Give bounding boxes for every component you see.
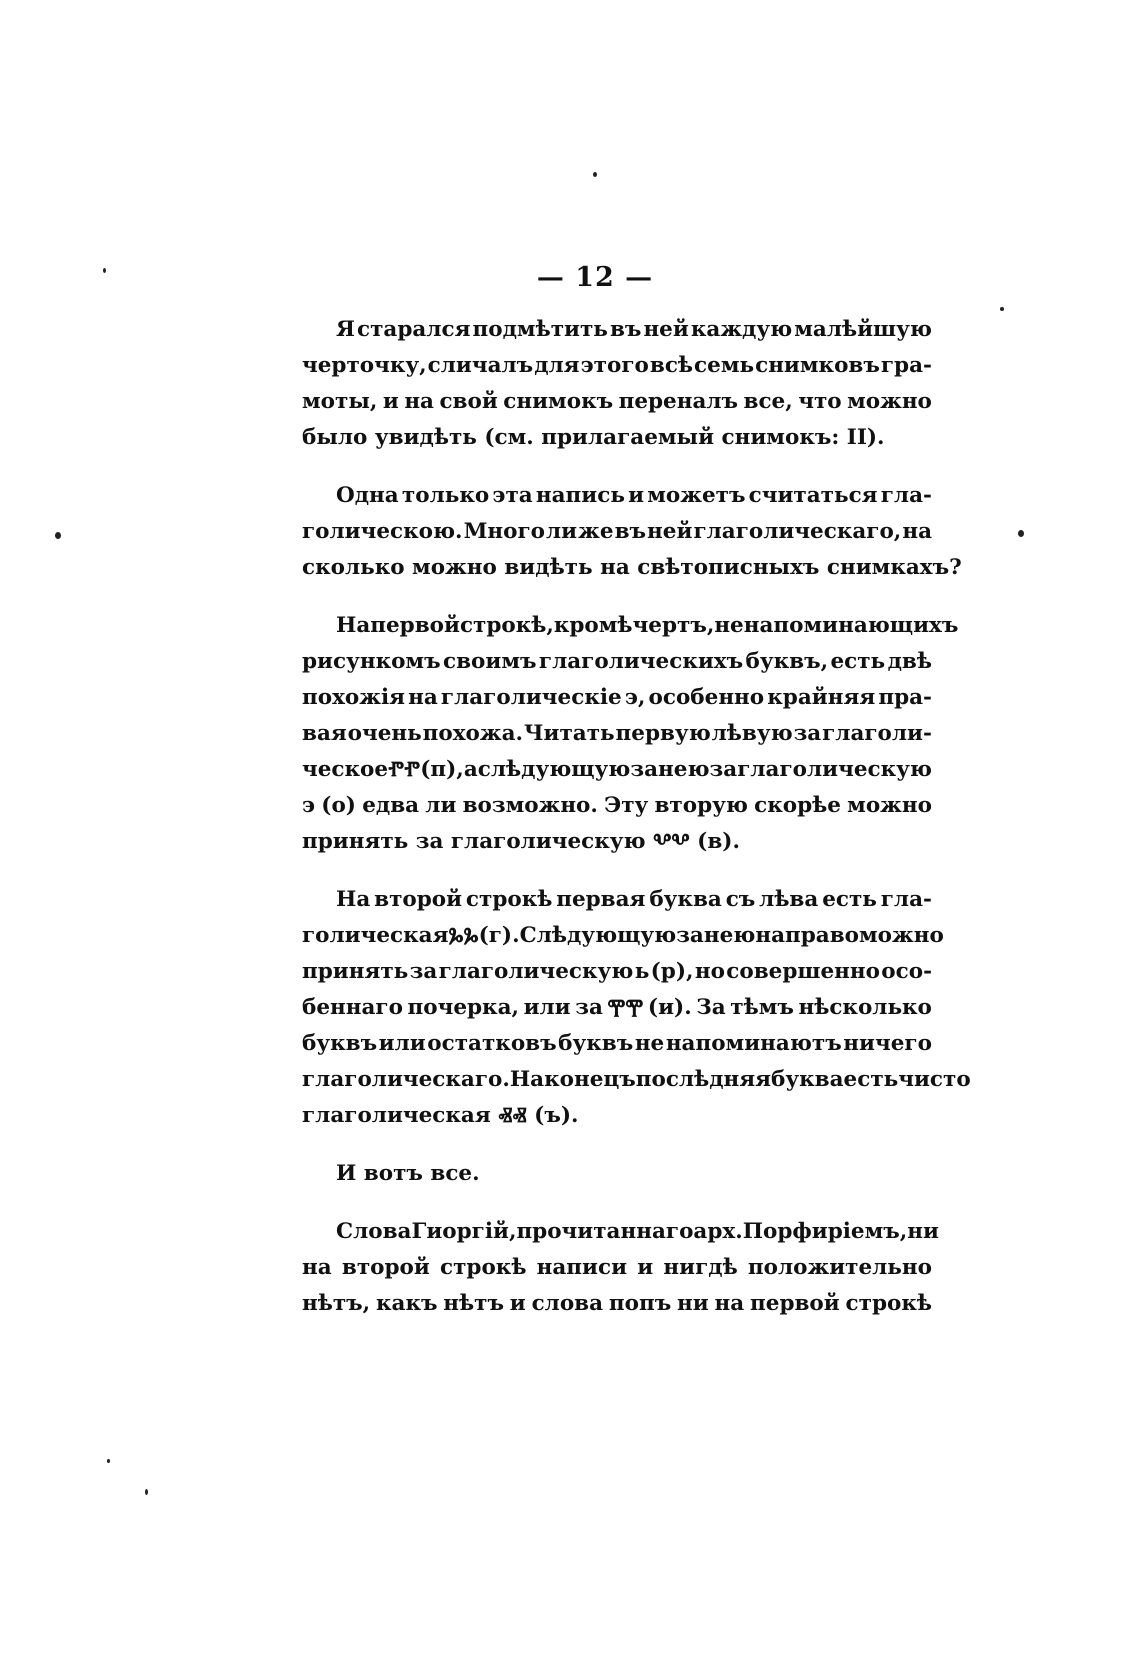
word: для — [534, 353, 580, 378]
word: ни — [677, 1291, 709, 1316]
scan-speck — [145, 1489, 148, 1495]
word: чисто — [898, 1067, 971, 1092]
word: гла- — [880, 887, 932, 912]
word: этого — [580, 353, 649, 378]
word: Эту — [604, 793, 649, 818]
word: Читать — [523, 721, 615, 746]
word: крайняя — [767, 685, 876, 710]
text-line: И вотъ все. — [336, 1161, 480, 1186]
text-line: глаголическая ⰟⰟ (ъ). — [302, 1103, 579, 1128]
scan-speck — [55, 532, 61, 539]
word: что — [798, 389, 842, 414]
word: глаголи- — [822, 721, 932, 746]
word: буквъ, — [745, 649, 829, 674]
word: за — [709, 757, 738, 782]
word: но — [694, 959, 725, 984]
word: э — [302, 793, 316, 818]
word: На — [336, 613, 371, 638]
word: нѣтъ — [443, 1291, 504, 1316]
word: возможно. — [462, 793, 598, 818]
text-line — [302, 1062, 971, 1098]
word: и — [509, 1291, 526, 1316]
word: ли — [546, 519, 578, 544]
text-line — [302, 644, 932, 680]
word: Одна — [336, 483, 399, 508]
word: малѣйшую — [794, 317, 932, 342]
word: глаголическую — [438, 959, 634, 984]
word: какъ — [375, 1291, 438, 1316]
word: строкѣ — [465, 887, 553, 912]
scan-speck — [1018, 530, 1024, 537]
word: вая — [302, 721, 347, 746]
word: въ — [614, 519, 646, 544]
paragraph-4 — [302, 882, 971, 1134]
word: похожія — [302, 685, 405, 710]
word: голическая — [302, 923, 449, 948]
word: тѣмъ — [730, 995, 794, 1020]
word: э, — [624, 685, 646, 710]
word: или — [523, 995, 571, 1020]
text-line — [302, 478, 932, 514]
word: нѣтъ, — [302, 1291, 371, 1316]
word: за — [575, 995, 603, 1020]
word: моты, — [302, 389, 378, 414]
word: считаться — [748, 483, 878, 508]
word: строкѣ — [845, 1291, 932, 1316]
text-line — [302, 918, 944, 954]
word: и — [628, 483, 645, 508]
text-line — [302, 312, 932, 348]
word: Я — [336, 317, 355, 342]
scan-speck — [593, 172, 597, 177]
word: подмѣтить — [472, 317, 608, 342]
word: ненапоминающихъ — [714, 613, 959, 638]
word: всѣ — [649, 353, 694, 378]
word: (р), — [650, 959, 694, 984]
word: каждую — [690, 317, 793, 342]
text-line — [302, 716, 932, 752]
word: нѣсколько — [798, 995, 932, 1020]
text-line — [302, 788, 932, 824]
word: буква — [771, 1067, 844, 1092]
word: второй — [374, 887, 463, 912]
word: сличалъ — [427, 353, 534, 378]
word: На — [336, 887, 371, 912]
word: на — [714, 1291, 745, 1316]
text-line — [302, 990, 932, 1026]
word: первой — [750, 1291, 840, 1316]
word: буква — [649, 887, 722, 912]
text-line — [302, 348, 932, 384]
word: Слѣдующую — [519, 923, 677, 948]
word: строкѣ, — [459, 613, 554, 638]
word: (о) — [321, 793, 356, 818]
word: же — [578, 519, 614, 544]
word: (г). — [478, 923, 520, 948]
word: можно — [847, 793, 932, 818]
word: буквъ — [558, 1031, 634, 1056]
word: прочитаннаго — [516, 1219, 694, 1244]
word: напоминаютъ — [665, 1031, 842, 1056]
word: рисункомъ — [302, 649, 441, 674]
scan-speck — [103, 268, 106, 273]
word: Много — [463, 519, 545, 544]
word: попъ — [608, 1291, 672, 1316]
word: можетъ — [647, 483, 746, 508]
word: За — [696, 995, 726, 1020]
word: глаголическаго. — [302, 1067, 510, 1092]
word: едва — [362, 793, 420, 818]
word: можно — [847, 389, 932, 414]
word: на — [755, 923, 785, 948]
word: похожа. — [422, 721, 524, 746]
body-text — [302, 312, 971, 1344]
word: гла- — [880, 483, 932, 508]
text-line — [302, 680, 932, 716]
scan-speck — [107, 1459, 110, 1463]
word: черточку, — [302, 353, 427, 378]
text-line — [302, 752, 932, 788]
word: двѣ — [887, 649, 932, 674]
word: Гиоргій, — [411, 1219, 517, 1244]
text-line — [302, 954, 932, 990]
word: лѣва — [759, 887, 819, 912]
word: глаголическаго, — [693, 519, 902, 544]
word: есть — [822, 887, 877, 912]
text-line — [302, 1214, 939, 1250]
word: и — [637, 1255, 654, 1280]
word: слѣдующую — [477, 757, 631, 782]
word: Наконецъ — [509, 1067, 636, 1092]
word: на — [302, 1255, 332, 1280]
word: ⰉⰉ — [607, 995, 644, 1020]
word: напись — [535, 483, 625, 508]
word: арх. — [693, 1219, 743, 1244]
word: переналъ — [618, 389, 739, 414]
word: глаголическихъ — [538, 649, 744, 674]
word: кромѣ — [553, 613, 633, 638]
word: Слова — [336, 1219, 412, 1244]
word: гра- — [880, 353, 932, 378]
word: нею — [658, 757, 710, 782]
word: ни — [907, 1219, 939, 1244]
word: ь — [634, 959, 650, 984]
word: въ — [609, 317, 642, 342]
text-line — [302, 608, 959, 644]
text-line — [302, 1026, 932, 1062]
word: нею — [703, 923, 756, 948]
word: свой — [439, 389, 498, 414]
word: глаголическую — [737, 757, 932, 782]
word: первая — [556, 887, 646, 912]
text-line — [302, 882, 932, 918]
word: пра- — [878, 685, 932, 710]
word: съ — [725, 887, 756, 912]
word: семь — [694, 353, 755, 378]
word: написи — [536, 1255, 628, 1280]
word: (п), — [420, 757, 464, 782]
word: за — [630, 757, 659, 782]
word: своимъ — [443, 649, 537, 674]
paragraph-6 — [302, 1214, 939, 1322]
word: особенно — [648, 685, 765, 710]
text-line: принять за глаголическую ⰂⰂ (в). — [302, 829, 740, 854]
text-line: сколько можно видѣть на свѣтописныхъ снимкахъ? — [302, 555, 962, 580]
paragraph-3 — [302, 608, 959, 860]
word: ⰒⰒ — [388, 757, 421, 782]
word: на — [408, 685, 438, 710]
word: почерка, — [407, 995, 519, 1020]
word: только — [401, 483, 490, 508]
word: положительно — [747, 1255, 932, 1280]
word: ли — [425, 793, 457, 818]
word: совершенно — [726, 959, 880, 984]
word: строкѣ — [440, 1255, 527, 1280]
word: первой — [370, 613, 460, 638]
text-line — [302, 514, 932, 550]
word: скорѣе — [754, 793, 841, 818]
word: глаголическіе — [440, 685, 622, 710]
word: второй — [341, 1255, 430, 1280]
word: или — [378, 1031, 426, 1056]
word: право — [785, 923, 859, 948]
word: на — [404, 389, 434, 414]
word: слова — [531, 1291, 604, 1316]
word: есть — [843, 1067, 899, 1092]
word: снимокъ — [503, 389, 614, 414]
word: и — [382, 389, 399, 414]
word: за — [676, 923, 704, 948]
word: можно — [858, 923, 944, 948]
word: чертъ, — [632, 613, 715, 638]
word: принять — [302, 959, 409, 984]
word: буквъ — [302, 1031, 378, 1056]
word: за — [793, 721, 822, 746]
word: ней — [643, 317, 689, 342]
text-line: было увидѣть (см. прилагаемый снимокъ: II). — [302, 425, 885, 450]
paragraph-2 — [302, 478, 962, 586]
word: ничего — [843, 1031, 932, 1056]
word: ней — [647, 519, 693, 544]
word: осо- — [881, 959, 932, 984]
paragraph-5 — [302, 1156, 932, 1192]
word: (и). — [647, 995, 692, 1020]
word: все, — [743, 389, 793, 414]
text-line — [302, 384, 932, 420]
word: беннаго — [302, 995, 403, 1020]
word: есть — [830, 649, 886, 674]
word: послѣдняя — [635, 1067, 772, 1092]
word: нигдѣ — [663, 1255, 738, 1280]
word: очень — [347, 721, 422, 746]
scan-speck — [1000, 307, 1004, 311]
word: не — [634, 1031, 665, 1056]
word: за — [409, 959, 438, 984]
word: на — [902, 519, 932, 544]
word: вторую — [654, 793, 748, 818]
word: ческое — [302, 757, 389, 782]
word: а — [463, 757, 478, 782]
word: ⰃⰃ — [448, 923, 479, 948]
word: голическою. — [302, 519, 463, 544]
word: старался — [357, 317, 471, 342]
word: снимковъ — [755, 353, 880, 378]
paragraph-1 — [302, 312, 932, 456]
word: лѣвую — [711, 721, 793, 746]
word: остатковъ — [427, 1031, 557, 1056]
text-line — [302, 1250, 932, 1286]
word: Порфиріемъ, — [742, 1219, 908, 1244]
page-number: — 12 — — [536, 262, 654, 293]
text-line — [302, 1286, 932, 1322]
word: эта — [492, 483, 533, 508]
word: первую — [615, 721, 711, 746]
